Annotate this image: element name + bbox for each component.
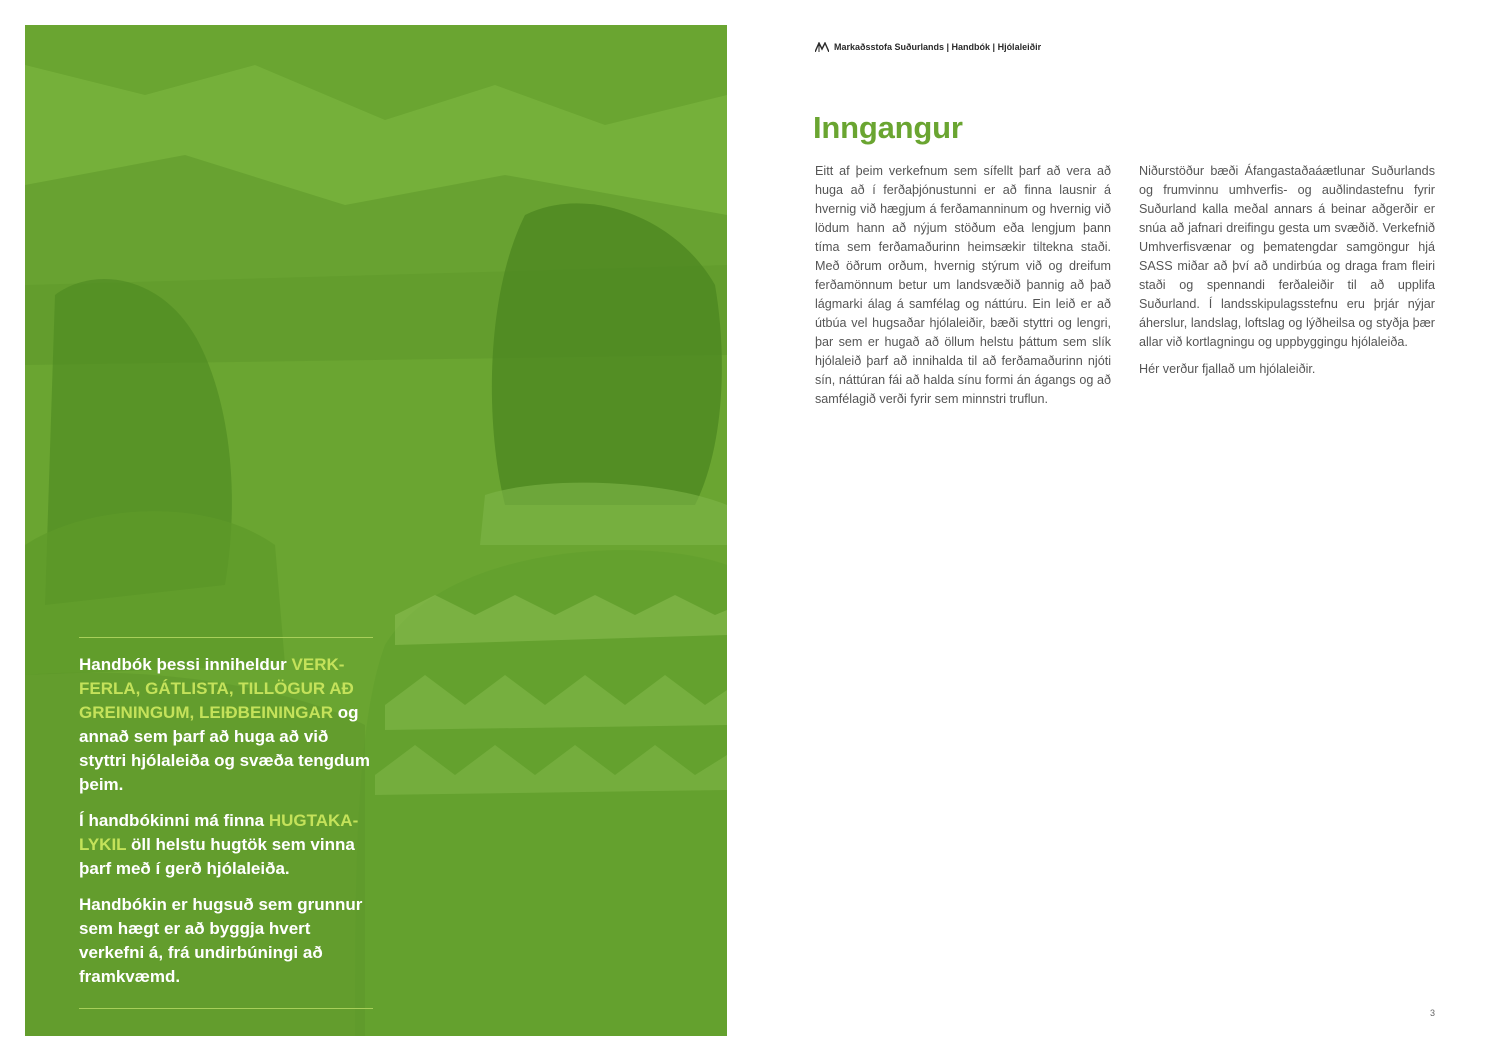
- body-column-2: [1139, 162, 1435, 387]
- markadsstofa-logo-icon: [815, 42, 829, 52]
- page-number: 3: [1430, 1008, 1436, 1018]
- callout-paragraph-2: Í handbókinni má finna HUGTAKA-LYKIL öll helstu hugtök sem vinna þarf með í gerð hjólaleiða.: [79, 811, 359, 878]
- page-title: Inngangur: [813, 110, 963, 145]
- highlight-text: HUGTAKA-LYKIL: [79, 811, 359, 854]
- header-text: Markaðsstofa Suðurlands | Handbók | Hjólaleiðir: [834, 42, 1042, 52]
- divider-top: [79, 637, 373, 638]
- running-header: [815, 40, 1041, 54]
- callout-paragraph-3: Handbókin er hugsuð sem grunnur sem hægt er að byggja hvert verkefni á, frá undirbúningi að framkvæmd.: [79, 895, 363, 986]
- intro-callout: [79, 653, 379, 1001]
- body-paragraph: Eitt af þeim verkefnum sem sífellt þarf að vera að huga að í ferðaþjónustunni er að finna lausnir á hvernig við hægjum á ferðamanninum og hvernig við lödum hann að nýjum stöðum eða lengjum þann tíma sem ferðamaðurinn heimsækir tiltekna staði. Með öðrum orðum, hvernig stýrum við og dreifum ferðamönnum betur um landsvæðið þannig að það lágmarki álag á samfélag og náttúru. Ein leið er að útbúa vel hugsaðar hjólaleiðir, bæði styttri og lengri, þar sem er hugað að öllum helstu þáttum sem slík hjólaleið þarf að innihalda til að ferðamaðurinn njóti sín, náttúran fái að halda sínu formi án ágangs og að samfélagið verði fyrir sem minnstri truflun.: [815, 164, 1111, 406]
- body-paragraph: Hér verður fjallað um hjólaleiðir.: [1139, 362, 1316, 376]
- cover-photo-panel: [25, 25, 727, 1036]
- highlight-text: VERK-FERLA, GÁTLISTA, TILLÖGUR AÐ GREININGUM, LEIÐBEININGAR: [79, 655, 354, 722]
- divider-bottom: [79, 1008, 373, 1009]
- callout-paragraph-1: Handbók þessi inniheldur VERK-FERLA, GÁTLISTA, TILLÖGUR AÐ GREININGUM, LEIÐBEININGAR og annað sem þarf að huga að við styttri hjólaleiða og svæða tengdum þeim.: [79, 655, 370, 794]
- body-paragraph: Niðurstöður bæði Áfangastaðaáætlunar Suðurlands og frumvinnu umhverfis- og auðlindastefnu fyrir Suðurland kalla meðal annars á beinar aðgerðir er snúa að jafnari dreifingu gesta um svæðið. Verkefnið Umhverfisvænar og þematengdar samgöngur hjá SASS miðar að því að undirbúa og draga fram fleiri staði og spennandi ferðaleiðir til að upplifa Suðurland. Í landsskipulagsstefnu eru þrjár nýjar áherslur, landslag, loftslag og lýðheilsa og styðja þær allar við kortlagningu og uppbyggingu hjólaleiða.: [1139, 164, 1435, 349]
- body-column-1: [815, 162, 1111, 417]
